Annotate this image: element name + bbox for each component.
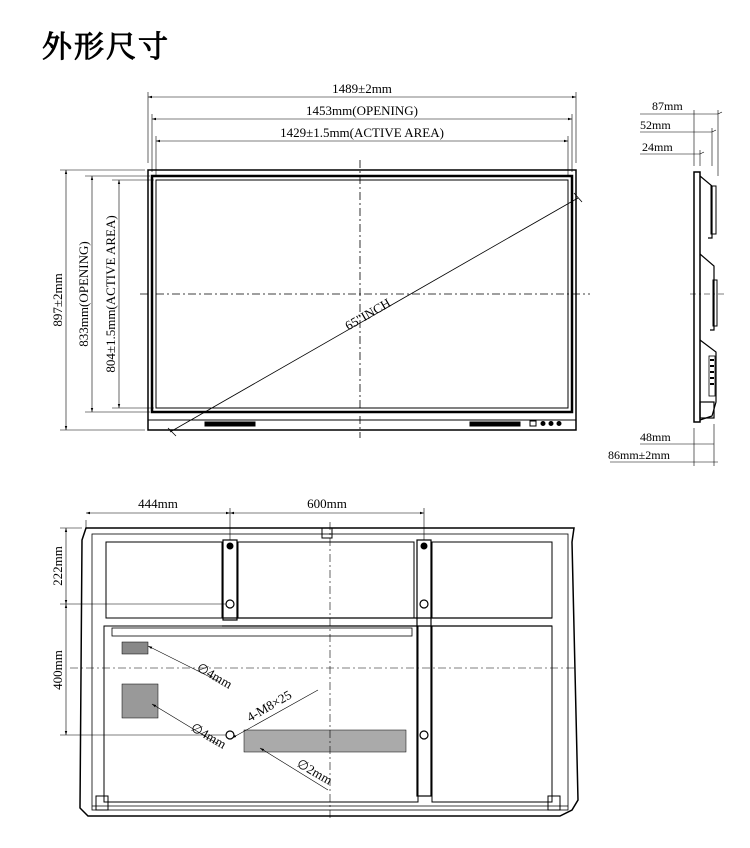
side-view — [610, 110, 724, 466]
back-vesa-height-label: 400mm — [50, 650, 65, 690]
active-width-label: 1429±1.5mm(ACTIVE AREA) — [280, 125, 444, 140]
back-top-offset-label: 222mm — [50, 546, 65, 586]
back-left-offset-label: 444mm — [138, 496, 178, 511]
side-48-label: 48mm — [640, 430, 671, 444]
diagonal-size-label: 65"INCH — [342, 295, 394, 334]
front-button — [530, 421, 536, 426]
front-active-area — [156, 180, 568, 408]
speaker-right — [470, 422, 520, 426]
side-52-label: 52mm — [640, 118, 671, 132]
front-view — [60, 92, 590, 438]
hole-a-label: ∅4mm — [194, 659, 235, 692]
overall-height-label: 897±2mm — [50, 273, 65, 327]
hole-b-label: ∅4mm — [188, 719, 229, 752]
opening-height-label: 833mm(OPENING) — [76, 241, 91, 347]
overall-width-label: 1489±2mm — [332, 81, 392, 96]
hole-c-label: ∅2mm — [294, 755, 335, 788]
screw-spec-label: 4-M8×25 — [244, 686, 295, 725]
front-bezel-outline — [148, 170, 576, 430]
side-86-label: 86mm±2mm — [608, 448, 670, 462]
page-title: 外形尺寸 — [42, 30, 170, 65]
opening-width-label: 1453mm(OPENING) — [306, 103, 418, 118]
speaker-left — [205, 422, 255, 426]
side-24-label: 24mm — [642, 140, 673, 154]
active-height-label: 804±1.5mm(ACTIVE AREA) — [103, 215, 118, 373]
back-vesa-width-label: 600mm — [307, 496, 347, 511]
side-87-label: 87mm — [652, 99, 683, 113]
